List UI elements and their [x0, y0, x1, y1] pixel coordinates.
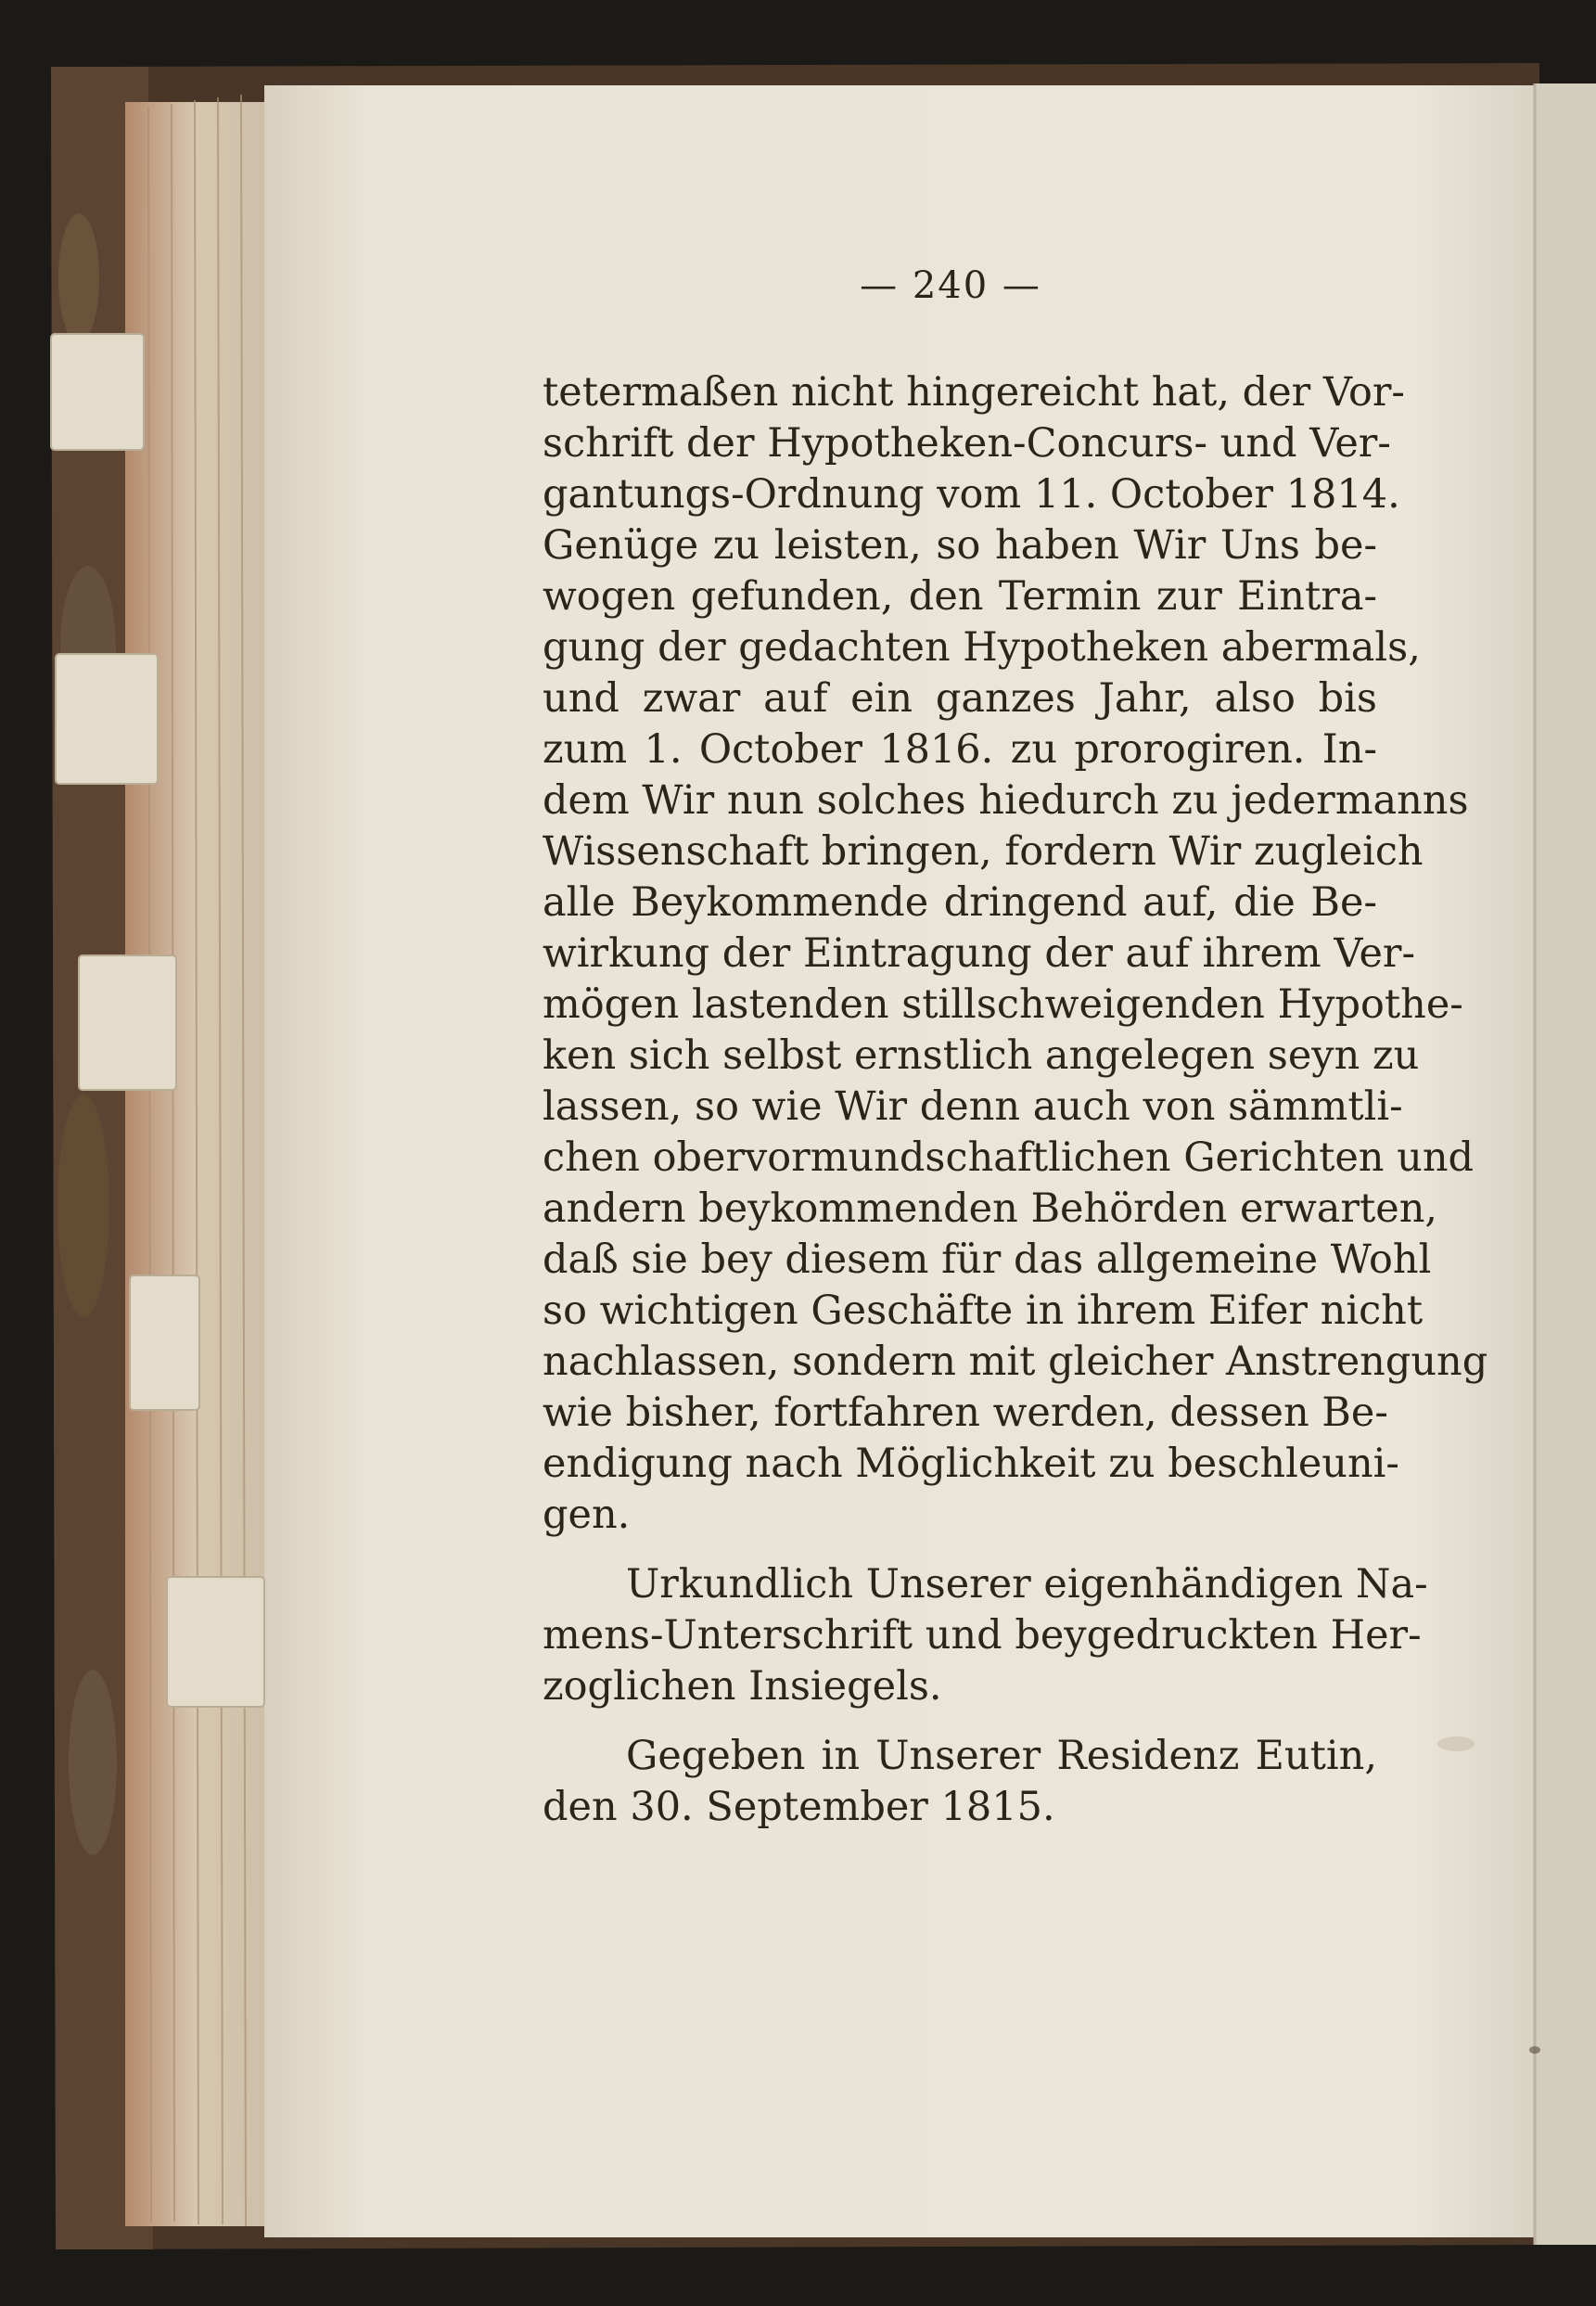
- body-line-21: wie bisher, fortfahren werden, dessen Be-: [543, 1390, 1388, 1436]
- body-line-4: Genüge zu leisten, so haben Wir Uns be-: [543, 522, 1377, 569]
- closing-line-1: Urkundlich Unserer eigenhändigen Na-: [626, 1561, 1428, 1608]
- closing-line-3: zoglichen Insiegels.: [543, 1663, 942, 1710]
- body-line-8: zum 1. October 1816. zu prorogiren. In-: [543, 726, 1377, 773]
- body-line-2: schrift der Hypotheken-Concurs- und Ver-: [543, 420, 1391, 467]
- body-line-19: so wichtigen Geschäfte in ihrem Eifer nicht: [543, 1288, 1424, 1334]
- dating-line-1: Gegeben in Unserer Residenz Eutin,: [626, 1733, 1377, 1779]
- body-line-11: alle Beykommende dringend auf, die Be-: [543, 879, 1377, 926]
- body-line-6: gung der gedachten Hypotheken abermals,: [543, 624, 1421, 671]
- body-line-14: ken sich selbst ernstlich angelegen seyn zu: [543, 1032, 1420, 1079]
- body-line-12: wirkung der Eintragung der auf ihrem Ver-: [543, 930, 1416, 977]
- body-line-5: wogen gefunden, den Termin zur Eintra-: [543, 573, 1377, 620]
- body-line-9: dem Wir nun solches hiedurch zu jedermanns: [543, 777, 1469, 824]
- body-line-20: nachlassen, sondern mit gleicher Anstrengung: [543, 1339, 1488, 1385]
- body-line-15: lassen, so wie Wir denn auch von sämmtli-: [543, 1083, 1403, 1130]
- body-line-1: tetermaßen nicht hingereicht hat, der Vor-: [543, 369, 1405, 416]
- closing-line-2: mens-Unterschrift und beygedruckten Her-: [543, 1612, 1422, 1659]
- body-line-22: endigung nach Möglichkeit zu beschleuni-: [543, 1441, 1399, 1487]
- dating-line-2: den 30. September 1815.: [543, 1784, 1055, 1830]
- page-number: — 240 —: [860, 264, 1041, 307]
- body-line-16: chen obervormundschaftlichen Gerichten und: [543, 1134, 1475, 1181]
- body-line-18: daß sie bey diesem für das allgemeine Wohl: [543, 1236, 1432, 1283]
- body-line-23: gen.: [543, 1492, 631, 1538]
- page-text: [543, 264, 1488, 2120]
- body-line-7: und zwar auf ein ganzes Jahr, also bis: [543, 675, 1377, 722]
- body-line-10: Wissenschaft bringen, fordern Wir zugleich: [543, 828, 1424, 875]
- body-line-3: gantungs-Ordnung vom 11. October 1814.: [543, 471, 1400, 518]
- body-line-17: andern beykommenden Behörden erwarten,: [543, 1185, 1438, 1232]
- body-line-13: mögen lastenden stillschweigenden Hypothe-: [543, 981, 1463, 1028]
